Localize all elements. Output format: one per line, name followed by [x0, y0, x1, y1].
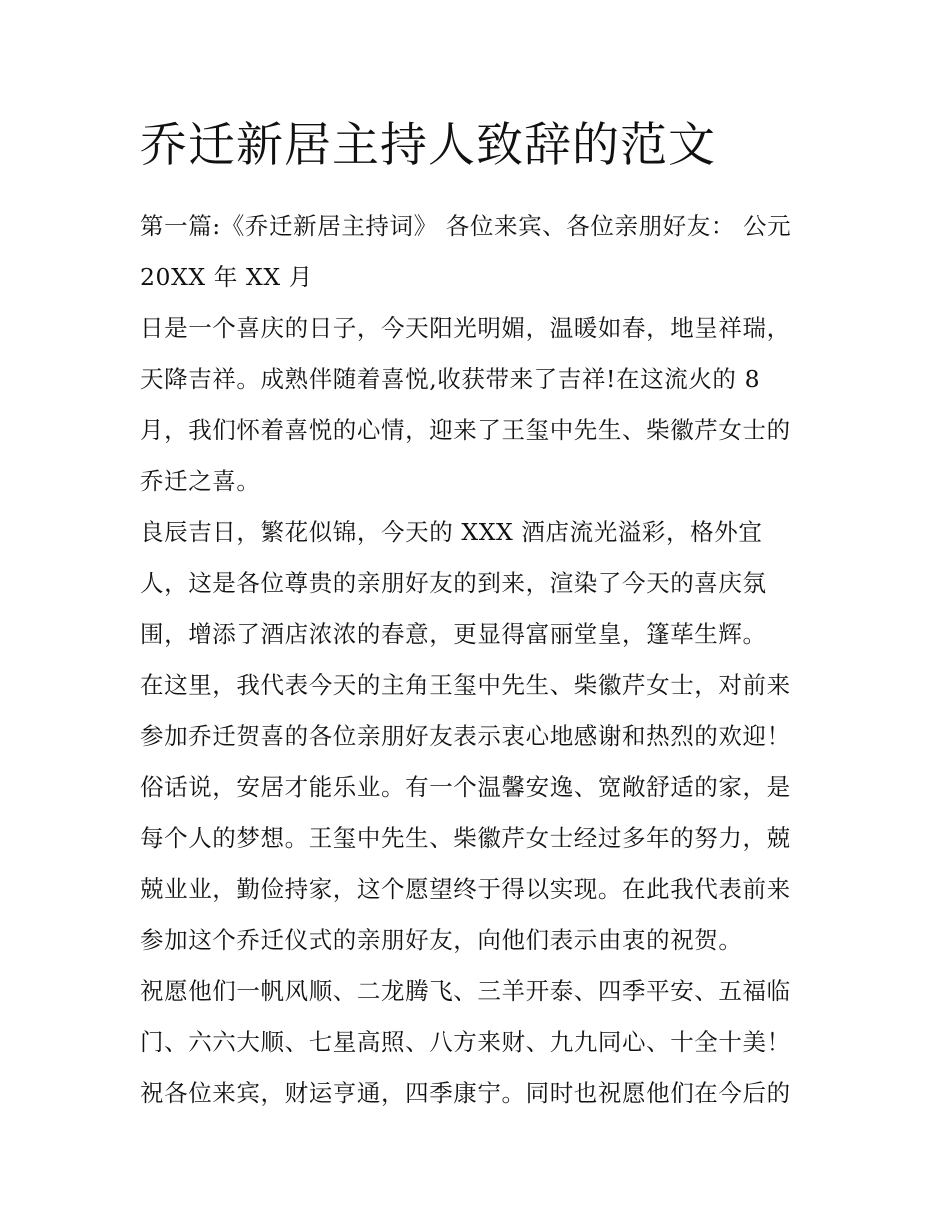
body-line: 兢业业，勤俭持家，这个愿望终于得以实现。在此我代表前来 — [140, 875, 791, 903]
body-line: 俗话说，安居才能乐业。有一个温馨安逸、宽敞舒适的家，是 — [140, 773, 791, 801]
body-line: 乔迁之喜。 — [140, 467, 261, 495]
body-line: 人，这是各位尊贵的亲朋好友的到来，渲染了今天的喜庆氛 — [140, 569, 767, 597]
body-line: 良辰吉日，繁花似锦，今天的 XXX 酒店流光溢彩，格外宜 — [140, 518, 763, 546]
body-line: 祝各位来宾，财运亨通，四季康宁。同时也祝愿他们在今后的 — [140, 1079, 791, 1107]
body-line: 天降吉祥。成熟伴随着喜悦,收获带来了吉祥!在这流火的 8 — [140, 365, 761, 393]
body-line: 门、六六大顺、七星高照、八方来财、九九同心、十全十美！ — [140, 1028, 791, 1056]
body-line: 围，增添了酒店浓浓的春意，更显得富丽堂皇，篷荜生辉。 — [140, 620, 767, 648]
body-line: 参加乔迁贺喜的各位亲朋好友表示衷心地感谢和热烈的欢迎！ — [140, 722, 791, 750]
body-line: 日是一个喜庆的日子，今天阳光明媚，温暖如春，地呈祥瑞， — [140, 314, 791, 342]
document-body — [140, 201, 820, 1119]
body-line: 参加这个乔迁仪式的亲朋好友，向他们表示由衷的祝贺。 — [140, 926, 743, 954]
body-line: 祝愿他们一帆风顺、二龙腾飞、三羊开泰、四季平安、五福临 — [140, 977, 791, 1005]
body-line: 每个人的梦想。王玺中先生、柴徽芹女士经过多年的努力，兢 — [140, 824, 791, 852]
body-line: 在这里，我代表今天的主角王玺中先生、柴徽芹女士，对前来 — [140, 671, 791, 699]
body-line: 月，我们怀着喜悦的心情，迎来了王玺中先生、柴徽芹女士的 — [140, 416, 791, 444]
body-line: 20XX 年 XX 月 — [140, 263, 313, 291]
body-line: 第一篇:《乔迁新居主持词》 各位来宾、各位亲朋好友： 公元 — [140, 212, 792, 240]
document-title: 乔迁新居主持人致辞的范文 — [140, 118, 716, 173]
